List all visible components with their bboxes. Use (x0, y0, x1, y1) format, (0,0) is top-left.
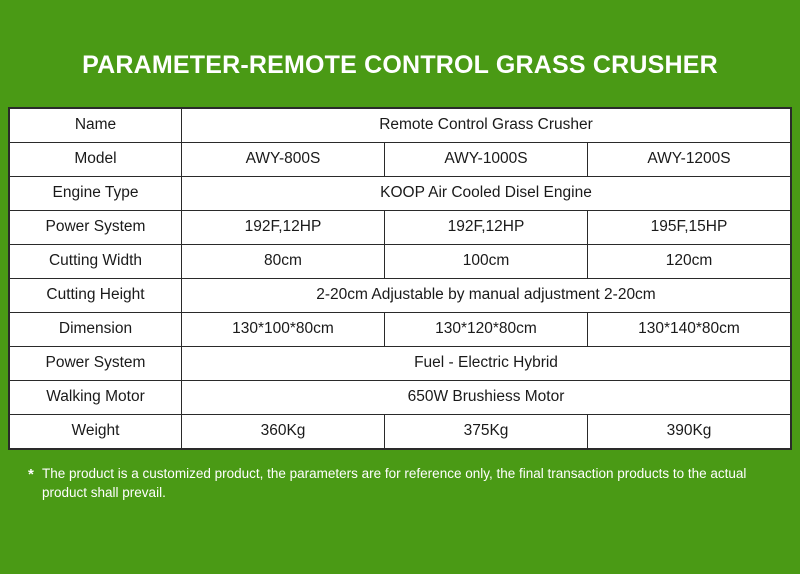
row-value-cutting-width-3: 120cm (588, 244, 791, 278)
row-value-model-3: AWY-1200S (588, 142, 791, 176)
row-value-cutting-width-1: 80cm (182, 244, 385, 278)
row-value-dimension-2: 130*120*80cm (385, 312, 588, 346)
row-value-power-system-hybrid: Fuel - Electric Hybrid (182, 346, 791, 380)
row-value-power-system-2: 192F,12HP (385, 210, 588, 244)
row-label-cutting-width: Cutting Width (10, 244, 182, 278)
page-title: PARAMETER-REMOTE CONTROL GRASS CRUSHER (82, 51, 718, 79)
row-value-name: Remote Control Grass Crusher (182, 108, 791, 142)
row-value-weight-2: 375Kg (385, 414, 588, 448)
row-value-cutting-width-2: 100cm (385, 244, 588, 278)
table-row (10, 176, 791, 210)
specification-table (8, 107, 792, 450)
row-value-weight-3: 390Kg (588, 414, 791, 448)
row-label-weight: Weight (10, 414, 182, 448)
row-label-power-system-2: Power System (10, 346, 182, 380)
row-value-weight-1: 360Kg (182, 414, 385, 448)
table-row (10, 244, 791, 278)
row-label-model: Model (10, 142, 182, 176)
table-row (10, 346, 791, 380)
row-value-engine-type: KOOP Air Cooled Disel Engine (182, 176, 791, 210)
row-value-model-2: AWY-1000S (385, 142, 588, 176)
row-label-walking-motor: Walking Motor (10, 380, 182, 414)
row-value-walking-motor: 650W Brushiess Motor (182, 380, 791, 414)
row-value-cutting-height: 2-20cm Adjustable by manual adjustment 2-20cm (182, 278, 791, 312)
row-value-power-system-3: 195F,15HP (588, 210, 791, 244)
table-row (10, 278, 791, 312)
row-value-power-system-1: 192F,12HP (182, 210, 385, 244)
table-row (10, 142, 791, 176)
row-label-cutting-height: Cutting Height (10, 278, 182, 312)
row-label-engine-type: Engine Type (10, 176, 182, 210)
table-row (10, 210, 791, 244)
footnote-text: The product is a customized product, the parameters are for reference only, the final transaction products to the actual product shall prevail. (42, 465, 747, 501)
asterisk-icon: * (28, 465, 34, 483)
row-label-dimension: Dimension (10, 312, 182, 346)
table-row (10, 312, 791, 346)
row-value-model-1: AWY-800S (182, 142, 385, 176)
table-row (10, 414, 791, 448)
footnote (28, 464, 772, 503)
row-label-name: Name (10, 108, 182, 142)
row-value-dimension-3: 130*140*80cm (588, 312, 791, 346)
row-label-power-system-1: Power System (10, 210, 182, 244)
table-row (10, 108, 791, 142)
table-row (10, 380, 791, 414)
row-value-dimension-1: 130*100*80cm (182, 312, 385, 346)
